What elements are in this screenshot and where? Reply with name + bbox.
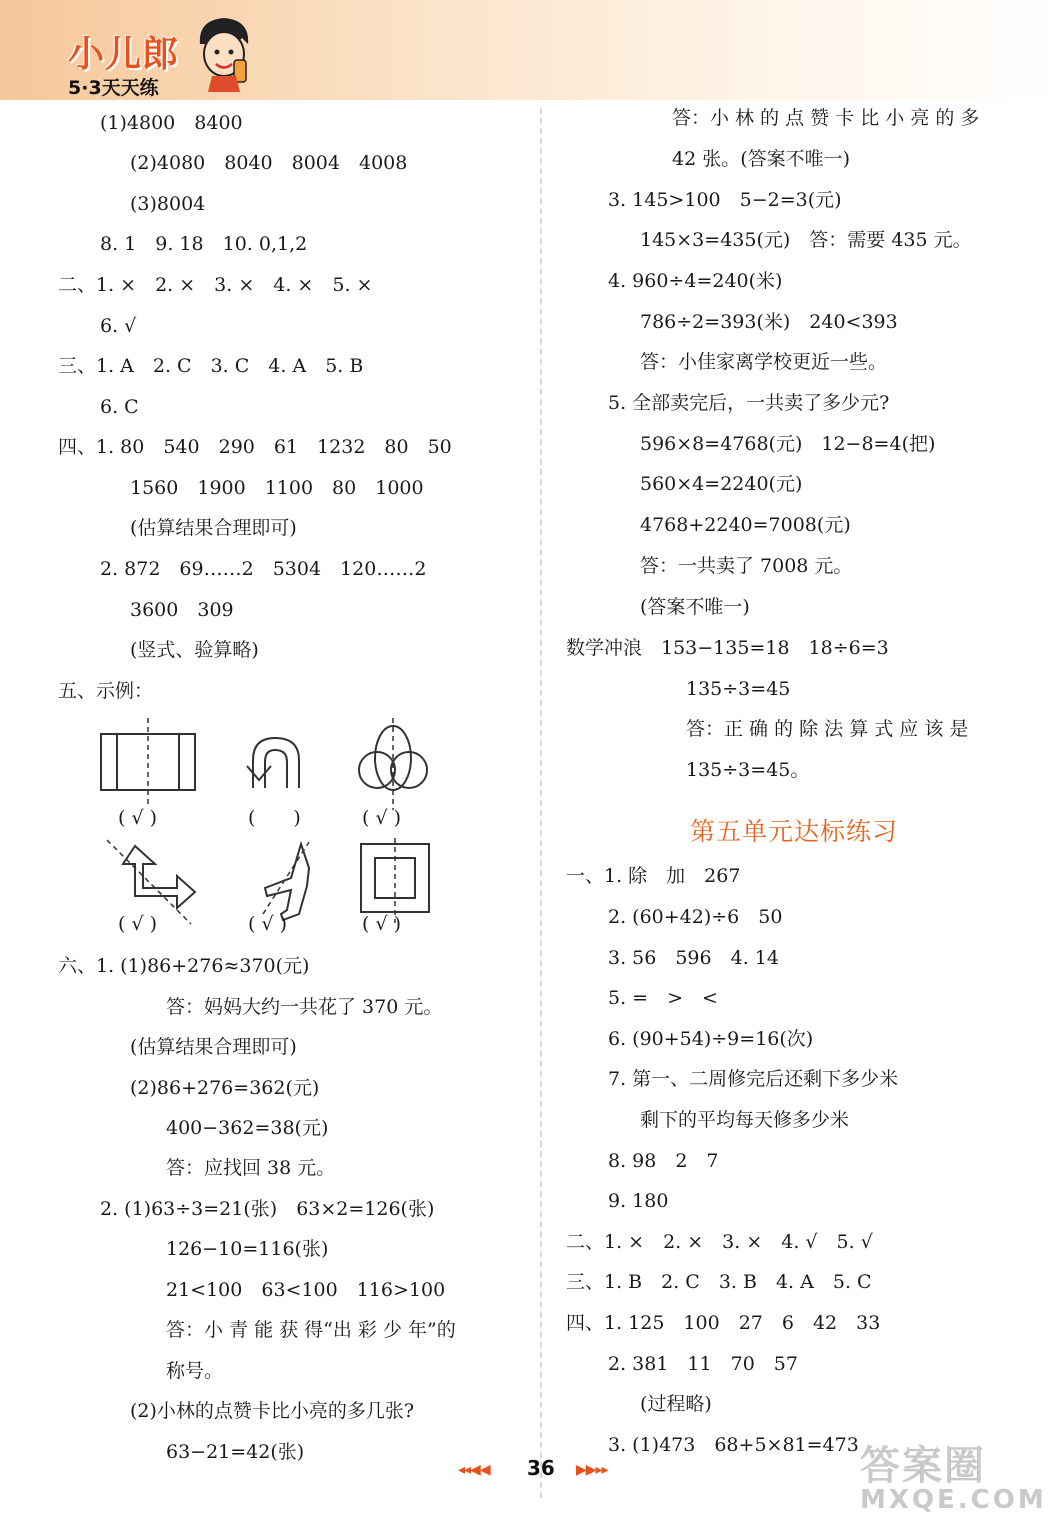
right-answer-line: 4768+2240=7008(元) [640, 514, 851, 536]
unit5-answer-line: 7. 第一、二周修完后还剩下多少米 [608, 1068, 899, 1090]
unit-title: 第五单元达标练习 [690, 817, 899, 846]
left-answer-line: 2. (1)63÷3=21(张) 63×2=126(张) [100, 1198, 435, 1220]
left-answer-line: (竖式、验算略) [130, 639, 259, 661]
figure-mark-6: ( √ ) [362, 913, 402, 935]
right-answer-line: 答：一共卖了 7008 元。 [640, 555, 853, 577]
right-answer-line: 786÷2=393(米) 240<393 [640, 311, 898, 333]
right-answer-line: 3. 145>100 5−2=3(元) [608, 189, 842, 211]
unit5-answer-line: 二、1. × 2. × 3. × 4. √ 5. √ [566, 1231, 873, 1253]
next-arrows-icon: ▶▶▸▸ [576, 1462, 608, 1478]
left-answer-line: 8. 1 9. 18 10. 0,1,2 [100, 233, 308, 255]
right-answer-line: 135÷3=45。 [686, 759, 810, 781]
right-answer-line: (答案不唯一) [640, 596, 750, 618]
unit5-answer-line: 四、1. 125 100 27 6 42 33 [566, 1312, 881, 1334]
watermark-line1: 答案圈 [860, 1443, 986, 1489]
left-answer-line: 400−362=38(元) [166, 1117, 329, 1139]
left-answer-line: 三、1. A 2. C 3. C 4. A 5. B [58, 355, 364, 377]
figure-rectangle [101, 718, 195, 806]
right-answer-line: 596×8=4768(元) 12−8=4(把) [640, 433, 936, 455]
figure-u-arrow [247, 738, 299, 788]
figure-mark-1: ( √ ) [118, 807, 158, 829]
unit5-answer-line: 剩下的平均每天修多少米 [640, 1109, 850, 1131]
left-answer-line: (2)86+276=362(元) [130, 1077, 320, 1099]
left-answer-line: 五、示例： [58, 680, 154, 702]
left-answer-line: 1560 1900 1100 80 1000 [130, 477, 424, 499]
logo-title: 小儿郎 [68, 34, 180, 75]
left-answer-line: 2. 872 69……2 5304 120……2 [100, 558, 427, 580]
page-number: 36 [527, 1456, 555, 1480]
left-answer-line: 答：应找回 38 元。 [166, 1157, 336, 1179]
left-answer-line: 63−21=42(张) [166, 1441, 305, 1463]
unit5-answer-line: 2. (60+42)÷6 50 [608, 906, 783, 928]
left-answer-line: (1)4800 8400 [100, 112, 243, 134]
left-answer-line: (2)4080 8040 8004 4008 [130, 152, 408, 174]
unit5-answer-line: 3. (1)473 68+5×81=473 [608, 1434, 859, 1456]
right-answer-line: 135÷3=45 [686, 678, 791, 700]
figure-trefoil [359, 718, 427, 810]
left-answer-line: (2)小林的点赞卡比小亮的多几张? [130, 1400, 415, 1422]
unit5-answer-line: (过程略) [640, 1393, 712, 1415]
mascot-boy-icon [190, 14, 256, 94]
left-answer-line: 答：妈妈大约一共花了 370 元。 [166, 996, 443, 1018]
right-answer-line: 答：小佳家离学校更近一些。 [640, 351, 888, 373]
left-answer-line: 6. √ [100, 315, 137, 337]
left-answer-line: 六、1. (1)86+276≈370(元) [58, 955, 310, 977]
right-answer-line: 145×3=435(元) 答：需要 435 元。 [640, 229, 972, 251]
left-answer-line: 21<100 63<100 116>100 [166, 1279, 446, 1301]
logo-subtitle: 5·3天天练 [68, 77, 159, 99]
left-answer-line: 四、1. 80 540 290 61 1232 80 50 [58, 436, 452, 458]
right-answer-line: 4. 960÷4=240(米) [608, 270, 783, 292]
brand-logo [68, 26, 179, 100]
figure-mark-4: ( √ ) [118, 913, 158, 935]
unit5-answer-line: 三、1. B 2. C 3. B 4. A 5. C [566, 1271, 872, 1293]
unit5-answer-line: 6. (90+54)÷9=16(次) [608, 1028, 814, 1050]
left-answer-line: 称号。 [166, 1360, 224, 1382]
left-answer-line: 答：小 青 能 获 得“出 彩 少 年”的 [166, 1319, 456, 1341]
right-answer-line: 5. 全部卖完后，一共卖了多少元? [608, 392, 890, 414]
right-answer-line: 数学冲浪 153−135=18 18÷6=3 [566, 637, 889, 659]
left-answer-line: 126−10=116(张) [166, 1238, 329, 1260]
figure-mark-5: ( √ ) [248, 913, 288, 935]
unit5-answer-line: 3. 56 596 4. 14 [608, 947, 779, 969]
right-answer-line: 560×4=2240(元) [640, 473, 803, 495]
figure-mark-2: ( ) [248, 807, 301, 829]
left-answer-line: 6. C [100, 396, 139, 418]
right-answer-line: 42 张。(答案不唯一) [672, 148, 851, 170]
unit5-answer-line: 一、1. 除 加 267 [566, 865, 741, 887]
prev-arrows-icon: ◂◂◀◀ [458, 1462, 490, 1478]
left-answer-line: (估算结果合理即可) [130, 517, 297, 539]
watermark-line2: MXQE.COM [860, 1485, 1047, 1515]
right-answer-line: 答：小 林 的 点 赞 卡 比 小 亮 的 多 [672, 107, 980, 129]
unit5-answer-line: 9. 180 [608, 1190, 669, 1212]
watermark [860, 1434, 1047, 1515]
left-answer-line: 二、1. × 2. × 3. × 4. × 5. × [58, 274, 373, 296]
unit5-answer-line: 8. 98 2 7 [608, 1150, 719, 1172]
unit5-answer-line: 5. = > < [608, 987, 718, 1009]
left-answer-line: 3600 309 [130, 599, 234, 621]
right-answer-line: 答：正 确 的 除 法 算 式 应 该 是 [686, 718, 969, 740]
column-divider [540, 108, 542, 1498]
left-answer-line: (3)8004 [130, 193, 206, 215]
figure-mark-3: ( √ ) [362, 807, 402, 829]
unit5-answer-line: 2. 381 11 70 57 [608, 1353, 798, 1375]
left-answer-line: (估算结果合理即可) [130, 1036, 297, 1058]
